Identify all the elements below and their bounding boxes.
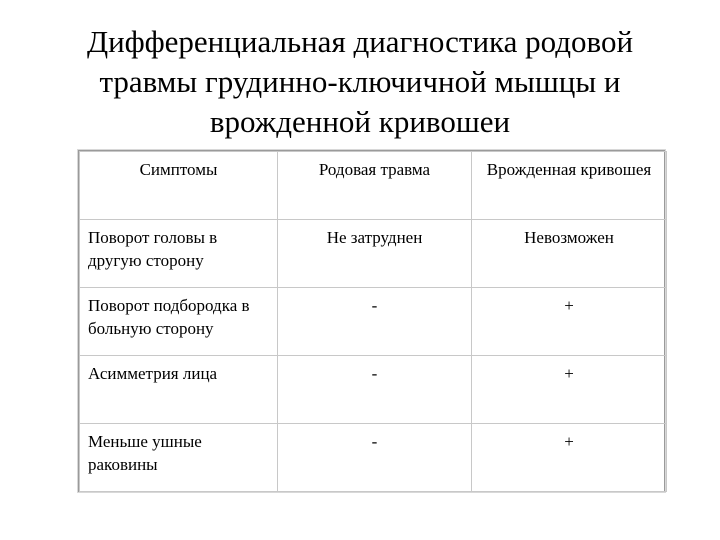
slide-title xyxy=(20,22,700,142)
title-line: травмы грудинно-ключичной мышцы и xyxy=(99,64,621,99)
birth-trauma-cell: - xyxy=(278,356,472,424)
table-row xyxy=(80,356,667,424)
title-line: врожденной кривошеи xyxy=(209,104,511,139)
table-row xyxy=(80,288,667,356)
table-row xyxy=(80,220,667,288)
birth-trauma-cell: Не затруднен xyxy=(278,220,472,288)
table-row xyxy=(80,424,667,492)
torticollis-cell: + xyxy=(472,356,667,424)
symptom-cell: Меньше ушные раковины xyxy=(80,424,278,492)
header-birth-trauma: Родовая травма xyxy=(278,152,472,220)
symptom-cell: Поворот подбородка в больную сторону xyxy=(80,288,278,356)
header-symptoms: Симптомы xyxy=(80,152,278,220)
table-header-row xyxy=(80,152,667,220)
birth-trauma-cell: - xyxy=(278,288,472,356)
torticollis-cell: Невозможен xyxy=(472,220,667,288)
birth-trauma-cell: - xyxy=(278,424,472,492)
symptom-cell: Поворот головы в другую сторону xyxy=(80,220,278,288)
torticollis-cell: + xyxy=(472,424,667,492)
symptom-cell: Асимметрия лица xyxy=(80,356,278,424)
diagnosis-table xyxy=(78,150,665,492)
torticollis-cell: + xyxy=(472,288,667,356)
title-line: Дифференциальная диагностика родовой xyxy=(86,24,634,59)
header-congenital-torticollis: Врожденная кривошея xyxy=(472,152,667,220)
